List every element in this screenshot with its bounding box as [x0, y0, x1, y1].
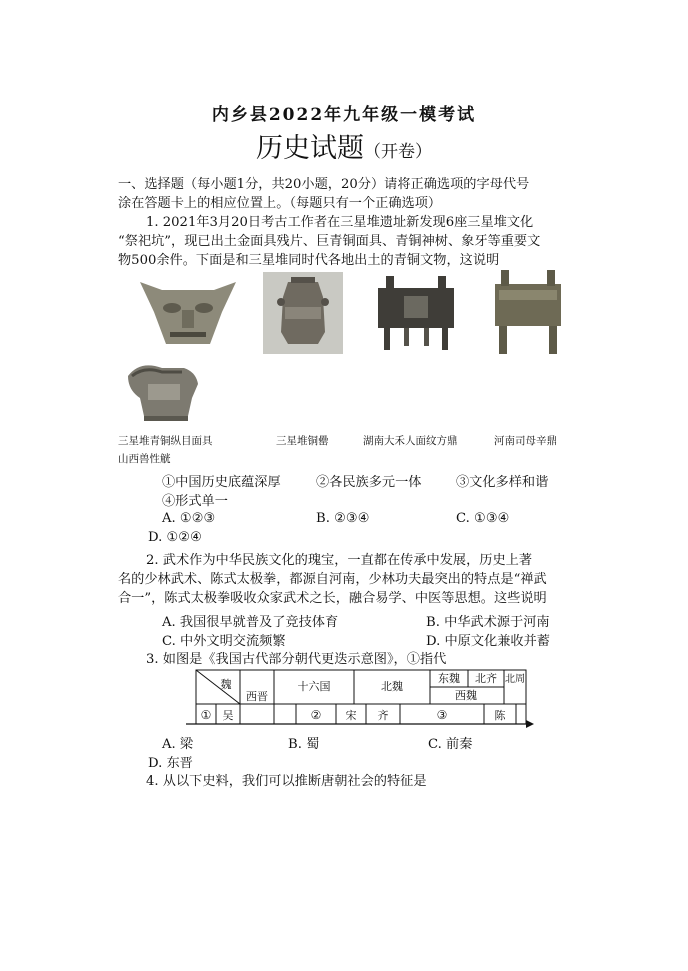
q1-option-d[interactable]: D. ①②④ — [148, 530, 202, 545]
subject-note: （开卷） — [364, 142, 432, 162]
q1-option-a[interactable]: A. ①②③ — [162, 511, 216, 526]
caption-3: 湖南大禾人面纹方鼎 — [363, 435, 458, 447]
bronze-gong-vessel-image — [122, 354, 202, 426]
q1-line3: 物500余件。下面是和三星堆同时代各地出土的青铜文物，这说明 — [118, 253, 500, 268]
q3-option-d[interactable]: D. 东晋 — [148, 756, 193, 771]
q3-option-a[interactable]: A. 梁 — [162, 737, 194, 752]
diagram-wei: 魏 — [220, 678, 232, 691]
q1-line2: “祭祀坑”，现已出土金面具残片、巨青铜面具、青铜神树、象牙等重要文 — [118, 234, 541, 249]
q3-option-c[interactable]: C. 前秦 — [428, 737, 473, 752]
q1-option-b[interactable]: B. ②③④ — [316, 511, 370, 526]
caption-5: 山西兽性觥 — [118, 453, 171, 465]
q1-option-c[interactable]: C. ①③④ — [456, 511, 510, 526]
bronze-square-ding-image — [364, 270, 468, 354]
dynasty-diagram — [186, 668, 534, 732]
diagram-marker-2: ② — [310, 708, 322, 722]
q3-line1: 3. 如图是《我国古代部分朝代更迭示意图》，①指代 — [146, 652, 447, 667]
diagram-qi: 齐 — [377, 709, 389, 722]
q2-line1: 2. 武术作为中华民族文化的瑰宝，一直都在传承中发展，历史上著 — [146, 553, 533, 568]
section-instruction-line1: 一、选择题（每小题1分，共20小题，20分）请将正确选项的字母代号 — [118, 177, 530, 192]
diagram-marker-3: ③ — [436, 708, 448, 722]
q2-option-d[interactable]: D. 中原文化兼收并蓄 — [426, 634, 550, 649]
bronze-mask-image — [132, 272, 244, 352]
q2-line2: 名的少林武术、陈式太极拳，都源自河南，少林功夫最突出的特点是“禅武 — [118, 572, 547, 587]
diagram-dongwei: 东魏 — [438, 672, 460, 685]
diagram-shiliuguo: 十六国 — [297, 680, 331, 693]
diagram-xijin: 西晋 — [246, 690, 268, 703]
subject-name: 历史试题 — [256, 133, 364, 164]
q4-line1: 4. 从以下史料，我们可以推断唐朝社会的特征是 — [146, 774, 427, 789]
caption-1: 三星堆青铜纵目面具 — [118, 435, 213, 447]
q1-statement-1: ①中国历史底蕴深厚 — [162, 475, 281, 490]
q1-statement-4: ④形式单一 — [162, 494, 228, 509]
diagram-chen: 陈 — [494, 709, 506, 722]
subject-title — [0, 126, 688, 165]
caption-2: 三星堆铜罍 — [276, 435, 329, 447]
q2-option-a[interactable]: A. 我国很早就普及了竞技体育 — [162, 615, 339, 630]
exam-title: 内乡县2022年九年级一模考试 — [211, 105, 477, 125]
q3-option-b[interactable]: B. 蜀 — [288, 737, 320, 752]
caption-4: 河南司母辛鼎 — [494, 435, 557, 447]
diagram-beiqi: 北齐 — [475, 672, 497, 685]
diagram-beiwei: 北魏 — [381, 680, 403, 693]
q1-statement-2: ②各民族多元一体 — [316, 475, 422, 490]
diagram-song: 宋 — [345, 709, 357, 722]
bronze-lei-image — [263, 272, 343, 354]
simuxin-ding-image — [487, 268, 569, 356]
section-instruction-line2: 涂在答题卡上的相应位置上。（每题只有一个正确选项） — [118, 196, 442, 211]
q2-line3: 合一”，陈式太极拳吸收众家武术之长，融合易学、中医等思想。这些说明 — [118, 591, 547, 606]
q2-option-c[interactable]: C. 中外文明交流频繁 — [162, 634, 286, 649]
diagram-xiwei: 西魏 — [455, 689, 477, 702]
q2-option-b[interactable]: B. 中华武术源于河南 — [426, 615, 550, 630]
diagram-wu: 吴 — [222, 709, 234, 722]
q1-statement-3: ③文化多样和谐 — [456, 475, 549, 490]
diagram-marker-1: ① — [200, 708, 212, 722]
diagram-beizhou: 北周 — [505, 674, 525, 685]
q1-line1: 1. 2021年3月20日考古工作者在三星堆遗址新发现6座三星堆文化 — [146, 215, 534, 230]
